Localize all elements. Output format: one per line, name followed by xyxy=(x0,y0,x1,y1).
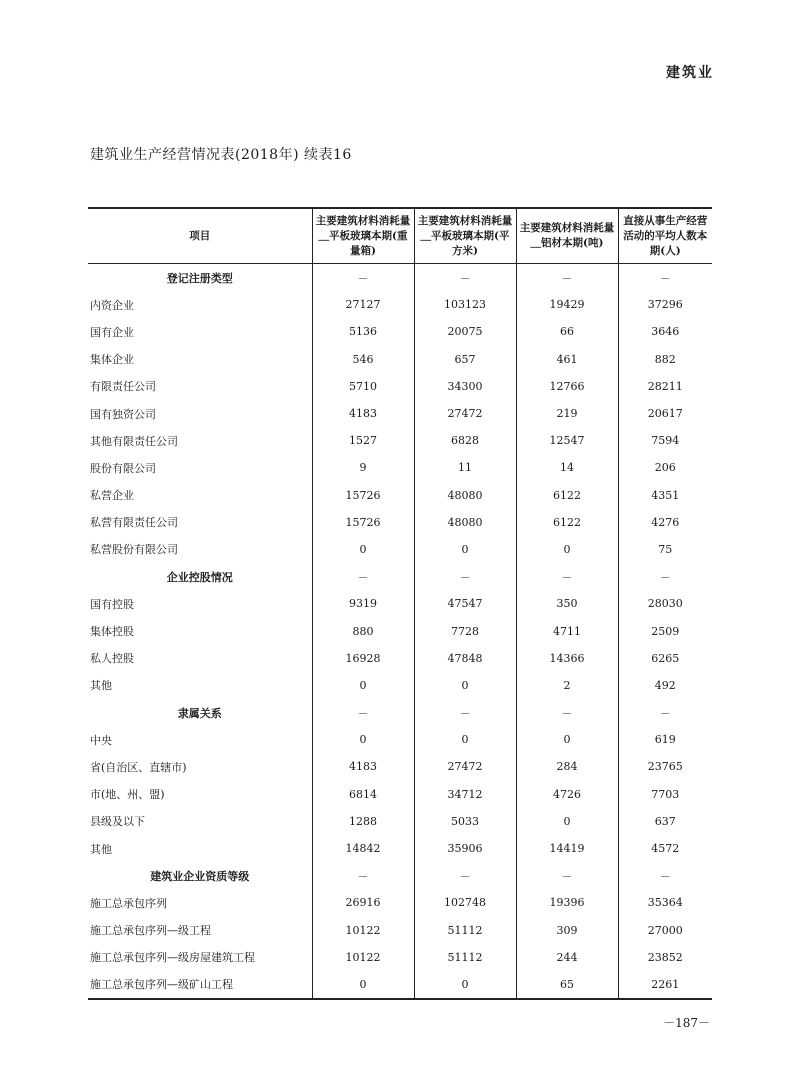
table-row xyxy=(88,318,712,345)
table-row xyxy=(88,944,712,971)
column-header-item: 项目 xyxy=(189,229,211,242)
table-cell: 0 xyxy=(414,536,516,563)
table-row xyxy=(88,645,712,672)
table-row xyxy=(88,509,712,536)
column-header-glass-weight: 主要建筑材料消耗量＿平板玻璃本期(重量箱) xyxy=(312,208,414,264)
table-cell: － xyxy=(618,563,712,590)
table-cell: 7703 xyxy=(618,781,712,808)
table-cell: 66 xyxy=(516,318,618,345)
row-label: 施工总承包序列—级房屋建筑工程 xyxy=(90,951,255,965)
row-label: 私营有限责任公司 xyxy=(90,516,178,530)
table-cell: － xyxy=(312,699,414,726)
table-cell: 7594 xyxy=(618,427,712,454)
table-cell: 51112 xyxy=(414,917,516,944)
table-cell: 4351 xyxy=(618,482,712,509)
table-row xyxy=(88,971,712,999)
table-cell: 34300 xyxy=(414,373,516,400)
row-label: 集体控股 xyxy=(90,625,134,639)
table-cell: 20617 xyxy=(618,400,712,427)
table-cell: 6265 xyxy=(618,645,712,672)
table-cell: 65 xyxy=(516,971,618,999)
table-cell: 28030 xyxy=(618,590,712,617)
table-cell: 35906 xyxy=(414,835,516,862)
row-label: 县级及以下 xyxy=(90,815,145,829)
table-cell: 0 xyxy=(312,726,414,753)
table-cell: 27472 xyxy=(414,400,516,427)
row-label: 其他 xyxy=(90,842,112,856)
table-cell: 26916 xyxy=(312,889,414,916)
table-cell: 619 xyxy=(618,726,712,753)
table-cell: 48080 xyxy=(414,509,516,536)
table-cell: 47848 xyxy=(414,645,516,672)
table-cell: － xyxy=(414,563,516,590)
table-row xyxy=(88,672,712,699)
table-cell: 0 xyxy=(312,672,414,699)
section-label: 建筑业企业资质等级 xyxy=(150,869,250,883)
table-cell: 461 xyxy=(516,346,618,373)
table-cell: 12766 xyxy=(516,373,618,400)
row-label: 施工总承包序列—级工程 xyxy=(90,924,211,938)
table-cell: 103123 xyxy=(414,291,516,318)
table-row xyxy=(88,346,712,373)
table-cell: 3646 xyxy=(618,318,712,345)
table-cell: 0 xyxy=(312,971,414,999)
table-cell: 4711 xyxy=(516,617,618,644)
row-label: 其他 xyxy=(90,679,112,693)
row-label: 施工总承包序列 xyxy=(90,896,167,910)
table-cell: 23852 xyxy=(618,944,712,971)
table-cell: 6814 xyxy=(312,781,414,808)
section-label: 登记注册类型 xyxy=(166,271,233,285)
table-cell: － xyxy=(312,264,414,292)
row-label: 私营企业 xyxy=(90,489,134,503)
table-header-row xyxy=(88,208,712,264)
table-cell: － xyxy=(516,699,618,726)
table-cell: 35364 xyxy=(618,889,712,916)
table-cell: 2261 xyxy=(618,971,712,999)
table-cell: 10122 xyxy=(312,917,414,944)
table-cell: 284 xyxy=(516,753,618,780)
table-cell: 6122 xyxy=(516,509,618,536)
table-cell: 350 xyxy=(516,590,618,617)
table-cell: 14419 xyxy=(516,835,618,862)
table-cell: 15726 xyxy=(312,509,414,536)
table-cell: 27127 xyxy=(312,291,414,318)
table-cell: 4276 xyxy=(618,509,712,536)
table-cell: 4183 xyxy=(312,753,414,780)
table-cell: 14 xyxy=(516,454,618,481)
table-cell: 10122 xyxy=(312,944,414,971)
table-cell: 9 xyxy=(312,454,414,481)
data-table xyxy=(88,207,712,1000)
table-cell: － xyxy=(516,563,618,590)
row-label: 国有控股 xyxy=(90,597,134,611)
table-cell: － xyxy=(516,264,618,292)
table-row xyxy=(88,835,712,862)
table-cell: 14366 xyxy=(516,645,618,672)
section-row xyxy=(88,862,712,889)
table-cell: 51112 xyxy=(414,944,516,971)
table-row xyxy=(88,373,712,400)
table-cell: 1527 xyxy=(312,427,414,454)
table-cell: － xyxy=(414,699,516,726)
table-cell: 0 xyxy=(312,536,414,563)
column-header-avg-workers: 直接从事生产经营活动的平均人数本期(人) xyxy=(618,208,712,264)
table-cell: 5710 xyxy=(312,373,414,400)
section-row xyxy=(88,699,712,726)
table-row xyxy=(88,291,712,318)
table-cell: 637 xyxy=(618,808,712,835)
row-label: 市(地、州、盟) xyxy=(90,788,165,802)
table-cell: 657 xyxy=(414,346,516,373)
table-cell: － xyxy=(618,862,712,889)
section-label: 企业控股情况 xyxy=(166,570,233,584)
table-cell: 5033 xyxy=(414,808,516,835)
table-cell: 4183 xyxy=(312,400,414,427)
table-cell: 12547 xyxy=(516,427,618,454)
section-label: 隶属关系 xyxy=(177,706,222,720)
table-cell: 0 xyxy=(414,726,516,753)
table-cell: 23765 xyxy=(618,753,712,780)
row-label: 国有独资公司 xyxy=(90,407,156,421)
table-cell: － xyxy=(618,699,712,726)
table-cell: － xyxy=(516,862,618,889)
row-label: 集体企业 xyxy=(90,353,134,367)
table-cell: － xyxy=(312,563,414,590)
table-cell: 2509 xyxy=(618,617,712,644)
table-cell: 492 xyxy=(618,672,712,699)
table-cell: － xyxy=(414,264,516,292)
table-cell: 0 xyxy=(516,726,618,753)
table-cell: － xyxy=(414,862,516,889)
table-cell: 1288 xyxy=(312,808,414,835)
table-row xyxy=(88,400,712,427)
table-cell: 37296 xyxy=(618,291,712,318)
table-cell: 206 xyxy=(618,454,712,481)
column-header-aluminum: 主要建筑材料消耗量＿铝材本期(吨) xyxy=(516,208,618,264)
section-row xyxy=(88,563,712,590)
page-number: －187－ xyxy=(663,1016,710,1030)
running-head: 建筑业 xyxy=(666,65,714,81)
table-cell: 34712 xyxy=(414,781,516,808)
table-cell: 0 xyxy=(414,971,516,999)
table-cell: 14842 xyxy=(312,835,414,862)
row-label: 私营股份有限公司 xyxy=(90,543,178,557)
table-cell: 546 xyxy=(312,346,414,373)
table-cell: 75 xyxy=(618,536,712,563)
row-label: 施工总承包序列—级矿山工程 xyxy=(90,978,233,992)
table-cell: 219 xyxy=(516,400,618,427)
table-row xyxy=(88,808,712,835)
table-cell: 882 xyxy=(618,346,712,373)
table-cell: － xyxy=(312,862,414,889)
table-row xyxy=(88,781,712,808)
table-cell: － xyxy=(618,264,712,292)
table-cell: 4572 xyxy=(618,835,712,862)
table-cell: 244 xyxy=(516,944,618,971)
table-cell: 9319 xyxy=(312,590,414,617)
row-label: 国有企业 xyxy=(90,325,134,339)
table-cell: 0 xyxy=(516,808,618,835)
row-label: 中央 xyxy=(90,733,112,747)
row-label: 私人控股 xyxy=(90,652,134,666)
table-row xyxy=(88,482,712,509)
row-label: 股份有限公司 xyxy=(90,461,156,475)
row-label: 内资企业 xyxy=(90,298,134,312)
table-row xyxy=(88,427,712,454)
table-cell: 11 xyxy=(414,454,516,481)
table-cell: 19429 xyxy=(516,291,618,318)
table-cell: 15726 xyxy=(312,482,414,509)
table-cell: 5136 xyxy=(312,318,414,345)
table-cell: 6828 xyxy=(414,427,516,454)
section-row xyxy=(88,264,712,292)
table-row xyxy=(88,753,712,780)
table-cell: 27472 xyxy=(414,753,516,780)
table-cell: 47547 xyxy=(414,590,516,617)
table-cell: 2 xyxy=(516,672,618,699)
row-label: 省(自治区、直辖市) xyxy=(90,760,187,774)
table-row xyxy=(88,454,712,481)
row-label: 其他有限责任公司 xyxy=(90,434,178,448)
table-cell: 16928 xyxy=(312,645,414,672)
table-cell: 0 xyxy=(414,672,516,699)
table-cell: 48080 xyxy=(414,482,516,509)
table-cell: 20075 xyxy=(414,318,516,345)
table-cell: 309 xyxy=(516,917,618,944)
table-row xyxy=(88,617,712,644)
table-cell: 4726 xyxy=(516,781,618,808)
table-body xyxy=(88,264,712,1000)
table-row xyxy=(88,726,712,753)
table-cell: 6122 xyxy=(516,482,618,509)
table-cell: 19396 xyxy=(516,889,618,916)
table-row xyxy=(88,889,712,916)
column-header-glass-area: 主要建筑材料消耗量＿平板玻璃本期(平方米) xyxy=(414,208,516,264)
table-cell: 102748 xyxy=(414,889,516,916)
table-cell: 7728 xyxy=(414,617,516,644)
page-title: 建筑业生产经营情况表(2018年) 续表16 xyxy=(90,147,352,163)
table-row xyxy=(88,590,712,617)
table-cell: 28211 xyxy=(618,373,712,400)
table-cell: 27000 xyxy=(618,917,712,944)
table-cell: 880 xyxy=(312,617,414,644)
table-cell: 0 xyxy=(516,536,618,563)
table-row xyxy=(88,536,712,563)
row-label: 有限责任公司 xyxy=(90,380,156,394)
table-row xyxy=(88,917,712,944)
